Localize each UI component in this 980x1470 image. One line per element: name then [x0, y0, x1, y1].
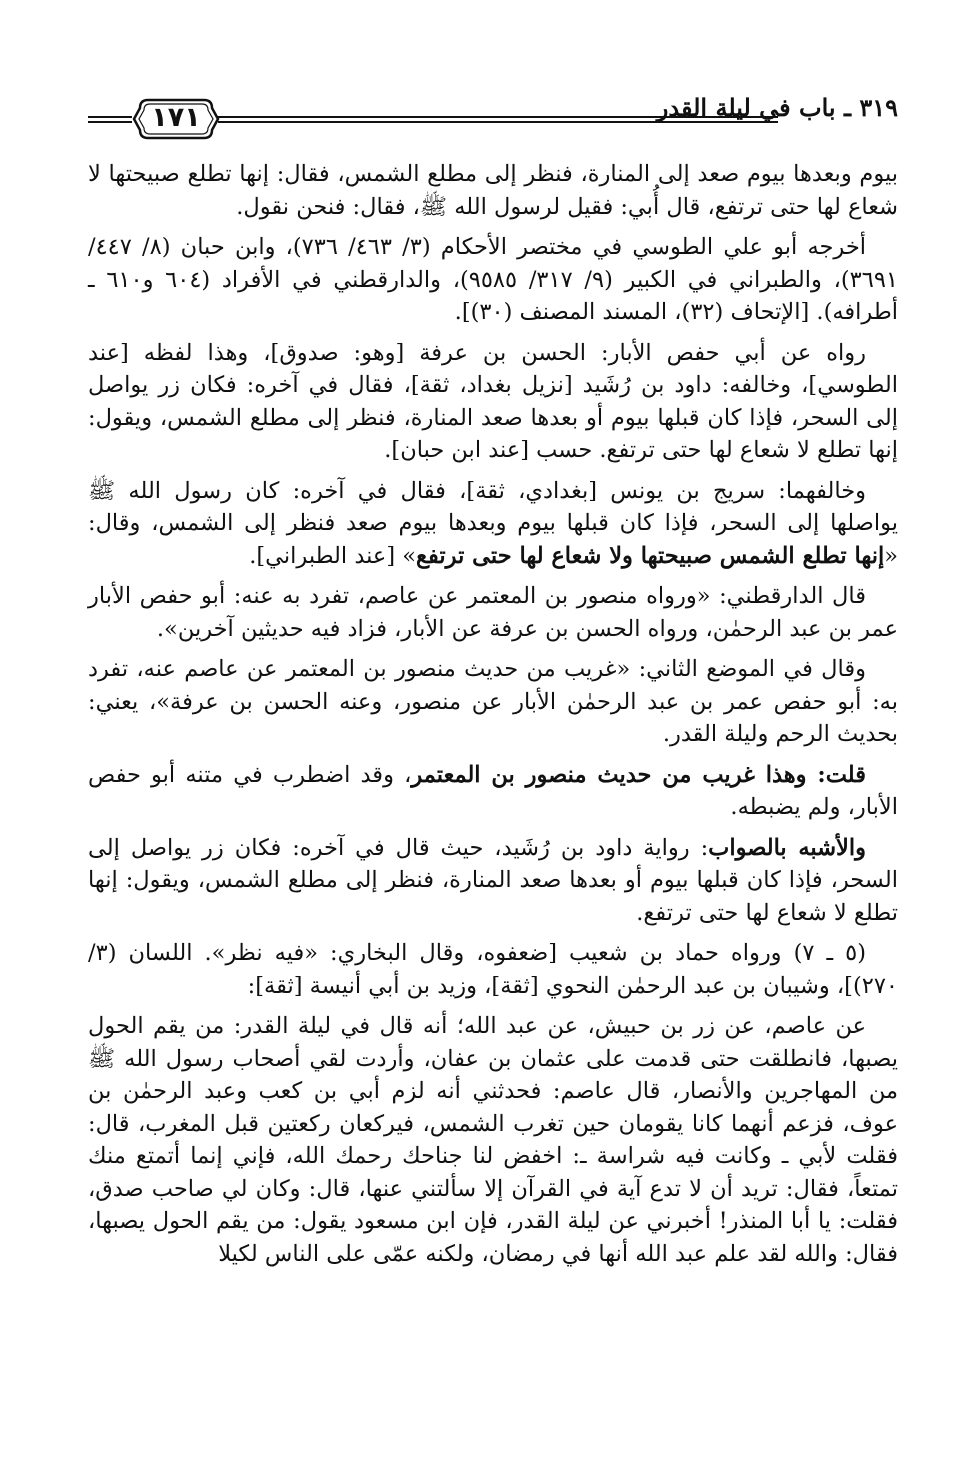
running-header — [88, 88, 898, 150]
paragraph-text: ، وقد اضطرب في متنه أبو حفص الأبار، ولم يضبطه. — [88, 761, 898, 820]
paragraph-text: : رواية داود بن رُشَيد، حيث قال في آخره: فكان زر يواصل إلى السحر، فإذا كان قبلها بيوم أو بعدها صعد المنارة، فنظر إلى مطلع الشمس، ويقول: إنها تطلع لا شعاع لها حتى ترتفع. — [88, 834, 898, 926]
paragraph: وقال في الموضع الثاني: «غريب من حديث منصور بن المعتمر عن عاصم عنه، تفرد به: أبو حفص عمر بن عبد الرحمٰن الأبار عن منصور، وعنه الحسن بن عرفة»، يعني: بحديث الرحم وليلة القدر. — [88, 656, 898, 747]
bold-lead: والأشبه بالصواب — [708, 834, 866, 861]
paragraph: بيوم وبعدها بيوم صعد إلى المنارة، فنظر إلى مطلع الشمس، فقال: إنها تطلع صبيحتها لا شعاع لها حتى ترتفع، قال أُبي: فقيل لرسول الله ﷺ، فقال: فنحن نقول. — [88, 161, 898, 220]
header-rule — [88, 121, 132, 123]
chapter-title: ٣١٩ ـ باب في ليلة القدر — [656, 93, 898, 122]
page-body — [88, 158, 898, 1278]
bold-quote: إنها تطلع الشمس صبيحتها ولا شعاع لها حتى ترتفع — [416, 542, 885, 569]
paragraph: أخرجه أبو علي الطوسي في مختصر الأحكام (٣/ ٤٦٣/ ٧٣٦)، وابن حبان (٨/ ٤٤٧/ ٣٦٩١)، والطبراني في الكبير (٩/ ٣١٧/ ٩٥٨٥)، والدارقطني في الأفراد (٦٠٤ و٦١٠ ـ أطرافه). [الإتحاف (٣٢)، المسند المصنف (٣٠)]. — [88, 234, 898, 325]
header-rule — [88, 116, 132, 118]
header-rule — [218, 116, 778, 118]
paragraph-text: وخالفهما: سريج بن يونس [بغدادي، ثقة]، فقال في آخره: كان رسول الله ﷺ يواصلها إلى السحر، فإذا كان قبلها بيوم وبعدها بيوم صعد فنظر إلى الشمس، وقال: « — [88, 477, 898, 569]
page-number: ١٧١ — [151, 102, 201, 133]
paragraph: (٥ ـ ٧) ورواه حماد بن شعيب [ضعفوه، وقال البخاري: «فيه نظر». اللسان (٣/ ٢٧٠)]، وشيبان بن عبد الرحمٰن النحوي [ثقة]، وزيد بن أبي أنيسة [ثقة]: — [88, 940, 898, 999]
paragraph: رواه عن أبي حفص الأبار: الحسن بن عرفة [وهو: صدوق]، وهذا لفظه [عند الطوسي]، وخالفه: داود بن رُشَيد [نزيل بغداد، ثقة]، فقال في آخره: فكان زر يواصل إلى السحر، فإذا كان قبلها بيوم أو بعدها صعد المنارة، فنظر إلى مطلع الشمس، ويقول: إنها تطلع لا شعاع لها حتى ترتفع. حسب [عند ابن حبان]. — [88, 339, 898, 463]
paragraph — [88, 759, 898, 824]
header-rule — [218, 121, 778, 123]
paragraph-text: » [عند الطبراني]. — [249, 542, 417, 569]
paragraph — [88, 832, 898, 930]
page-number-ornament — [132, 94, 220, 144]
paragraph: قال الدارقطني: «ورواه منصور بن المعتمر عن عاصم، تفرد به عنه: أبو حفص الأبار عمر بن عبد الرحمٰن، ورواه الحسن بن عرفة عن الأبار، فزاد فيه حديثين آخرين». — [88, 583, 898, 642]
paragraph: عن عاصم، عن زر بن حبيش، عن عبد الله؛ أنه قال في ليلة القدر: من يقم الحول يصبها، فانطلقت حتى قدمت على عثمان بن عفان، وأردت لقي أصحاب رسول الله ﷺ من المهاجرين والأنصار، قال عاصم: فحدثني أنه لزم أبي بن كعب وعبد الرحمٰن بن عوف، فزعم أنهما كانا يقومان حين تغرب الشمس، فيركعان ركعتين قبل المغرب، قال: فقلت لأبي ـ وكانت فيه شراسة ـ: اخفض لنا جناحك رحمك الله، فإني إنما أتمتع منك تمتعاً، فقال: تريد أن لا تدع آية في القرآن إلا سألتني عنها، قال: وكان لي صاحب صدق، فقلت: يا أبا المنذر! أخبرني عن ليلة القدر، فإن ابن مسعود يقول: من يقم الحول يصبها، فقال: والله لقد علم عبد الله أنها في رمضان، ولكنه عمّى على الناس لكيلا — [88, 1013, 898, 1267]
paragraph — [88, 475, 898, 573]
bold-lead: قلت: وهذا غريب من حديث منصور بن المعتمر — [411, 761, 866, 788]
